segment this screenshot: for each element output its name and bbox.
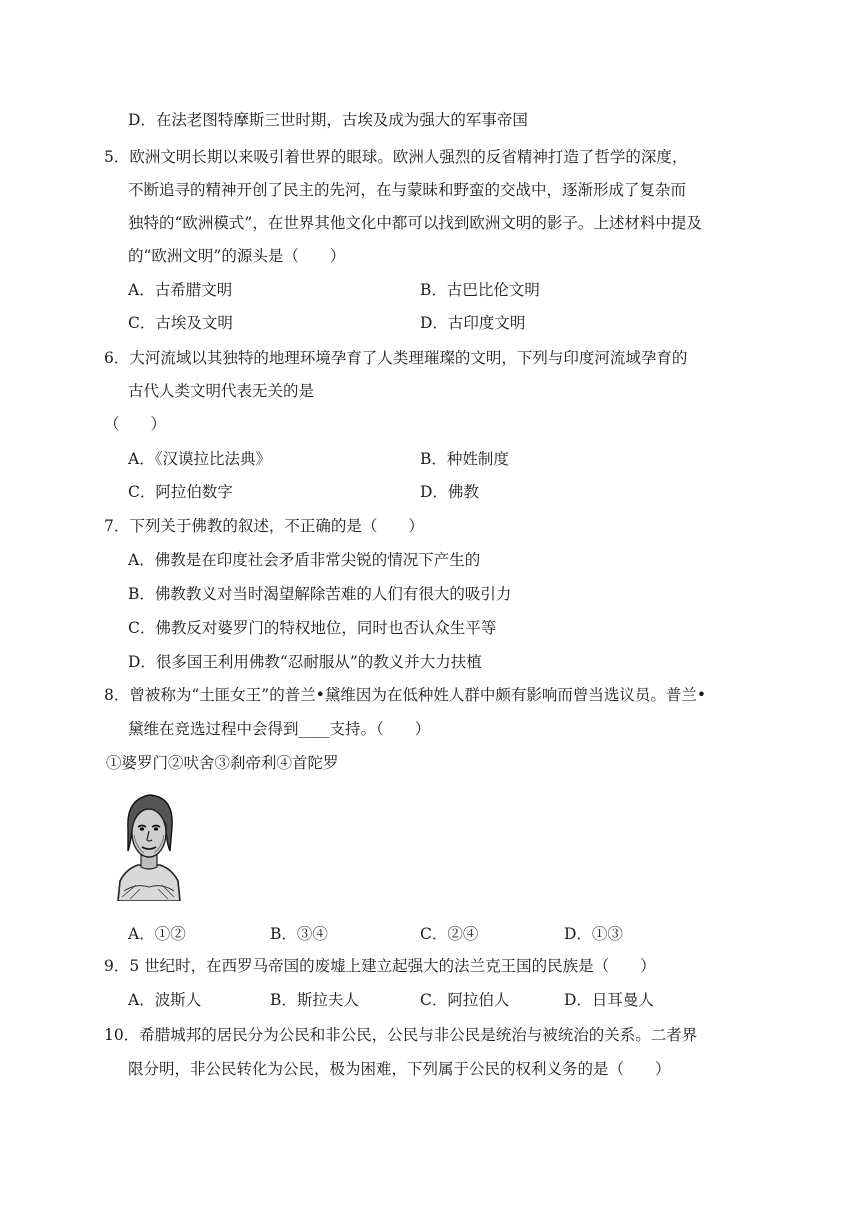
q6-option-c: C．阿拉伯数字 <box>128 483 233 501</box>
q10-line-2: 限分明，非公民转化为公民，极为困难，下列属于公民的权利义务的是（ ） <box>128 1060 671 1078</box>
q8-option-b: B．③④ <box>270 925 328 943</box>
q8-text-1: 曾被称为“土匪女王”的普兰•黛维因为在低种姓人群中颇有影响而曾当选议员。普兰• <box>129 686 707 704</box>
q6-option-b: B．种姓制度 <box>420 450 509 468</box>
q5-line-2: 不断追寻的精神开创了民主的先河，在与蒙昧和野蛮的交战中，逐渐形成了复杂而 <box>128 181 687 199</box>
q8-number: 8． <box>104 686 130 704</box>
q9-number: 9． <box>104 957 130 975</box>
q5-option-c: C．古埃及文明 <box>128 314 233 332</box>
q9-text-1: 5 世纪时，在西罗马帝国的废墟上建立起强大的法兰克王国的民族是（ ） <box>129 957 656 975</box>
q8-choices-line: ①婆罗门②吠舍③刹帝利④首陀罗 <box>106 754 339 772</box>
portrait-image <box>116 791 182 901</box>
q9-option-d: D．日耳曼人 <box>564 991 654 1009</box>
q5-line-1 <box>104 147 687 167</box>
q7-option-d: D．很多国王利用佛教“忍耐服从”的教义并大力扶植 <box>128 653 482 671</box>
q5-number: 5． <box>104 148 130 166</box>
q9-option-c: C．阿拉伯人 <box>420 991 510 1009</box>
q7-option-a: A．佛教是在印度社会矛盾非常尖锐的情况下产生的 <box>128 551 481 569</box>
q8-option-c: C．②④ <box>420 925 479 943</box>
q7-line-1 <box>104 516 424 536</box>
q10-number: 10． <box>104 1026 140 1044</box>
q5-option-d: D．古印度文明 <box>420 314 526 332</box>
q8-option-d: D．①③ <box>564 925 623 943</box>
q7-number: 7． <box>104 517 130 535</box>
q5-line-3: 独特的“欧洲模式”，在世界其他文化中都可以找到欧洲文明的影子。上述材料中提及 <box>128 214 702 232</box>
q9-line-1 <box>104 956 656 976</box>
q8-line-2: 黛维在竞选过程中会得到____支持。（ ） <box>128 720 431 738</box>
q7-option-b: B．佛教教义对当时渴望解除苦难的人们有很大的吸引力 <box>128 585 512 603</box>
q5-line-4: 的“欧洲文明”的源头是（ ） <box>128 247 346 265</box>
q8-option-a: A．①② <box>128 925 186 943</box>
q10-line-1 <box>104 1025 697 1045</box>
q6-line-2: 古代人类文明代表无关的是 <box>128 382 315 400</box>
q6-line-3: （ ） <box>104 415 167 433</box>
q6-option-a: A．《汉谟拉比法典》 <box>128 450 271 468</box>
q9-option-b: B．斯拉夫人 <box>270 991 359 1009</box>
q7-text-1: 下列关于佛教的叙述，不正确的是（ ） <box>129 517 424 535</box>
q10-text-1: 希腊城邦的居民分为公民和非公民，公民与非公民是统治与被统治的关系。二者界 <box>139 1026 698 1044</box>
q7-option-c: C．佛教反对婆罗门的特权地位，同时也否认众生平等 <box>128 619 497 637</box>
q5-option-b: B．古巴比伦文明 <box>420 281 540 299</box>
q6-number: 6． <box>104 349 130 367</box>
q9-option-a: A．波斯人 <box>128 991 202 1009</box>
q6-line-1 <box>104 348 687 368</box>
q6-text-1: 大河流域以其独特的地理环境孕育了人类理璀璨的文明，下列与印度河流域孕育的 <box>129 349 688 367</box>
prev-option-d: D．在法老图特摩斯三世时期，古埃及成为强大的军事帝国 <box>128 111 528 129</box>
q6-option-d: D．佛教 <box>420 483 479 501</box>
q5-text-1: 欧洲文明长期以来吸引着世界的眼球。欧洲人强烈的反省精神打造了哲学的深度， <box>129 148 688 166</box>
q8-line-1 <box>104 685 706 705</box>
q5-option-a: A．古希腊文明 <box>128 281 233 299</box>
